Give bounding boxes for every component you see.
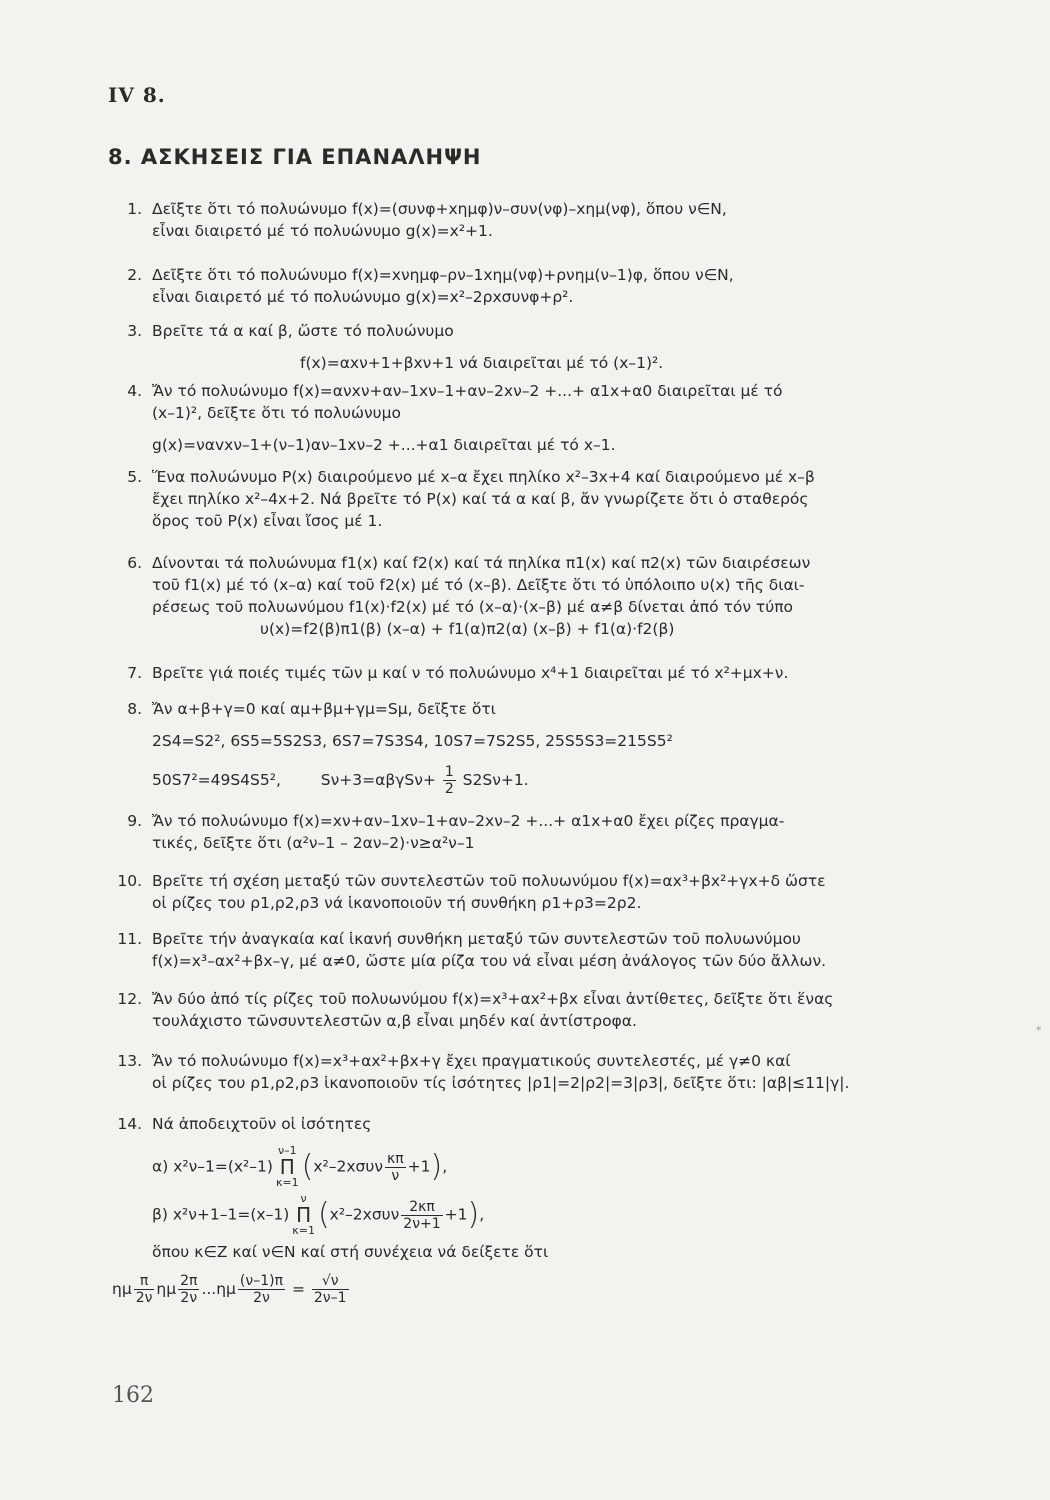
exercise-line: (x–1)², δεῖξτε ὅτι τό πολυώνυμο: [152, 404, 401, 422]
exercise-14: [110, 1113, 950, 1306]
exercise-line: 11. Βρεῖτε τήν ἀναγκαία καί ἱκανή συνθήκη μεταξύ τῶν συντελεστῶν τοῦ πολυωνύμου: [117, 930, 801, 948]
margin-mark: *: [1036, 1024, 1042, 1037]
exercise-2: [110, 264, 950, 308]
exercise-line: 2. Δεῖξτε ὅτι τό πολυώνυμο f(x)=xνημφ–ρν–1xημ(νφ)+ρνημ(ν–1)φ, ὅπου ν∈N,: [127, 266, 734, 284]
exercise-line: 14. Νά ἀποδειχτοῦν οἱ ἰσότητες: [117, 1115, 372, 1133]
exercise-12: [110, 988, 950, 1032]
fraction: $\frac{2\pi}{2\nu}$: [180, 1273, 198, 1306]
exercise-line: 5. Ἕνα πολυώνυμο P(x) διαιρούμενο μέ x–α ἔχει πηλίκο x²–3x+4 καί διαιρούμενο μέ x–β: [127, 468, 815, 486]
exercise-line: ρέσεως τοῦ πολυωνύμου f1(x)·f2(x) μέ τό (x–α)·(x–β) μέ α≠β δίνεται ἀπό τόν τύπο: [152, 598, 794, 616]
exercise-line: 12. Ἄν δύο ἀπό τίς ρίζες τοῦ πολυωνύμου f(x)=x³+αx²+βx εἶναι ἀντίθετες, δεῖξτε ὅτι ἕνας: [117, 990, 834, 1008]
identity-sin-product: ημ $\frac{\pi}{2\nu}$ ημ $\frac{2\pi}{2\nu}$ ...ημ $\frac{(\nu-1)\pi}{2\nu}$ = $\frac{√\nu}{2\nu-1}$: [112, 1273, 347, 1306]
product-symbol: ν–1 Π κ=1: [275, 1144, 299, 1189]
page-number: 162: [112, 1383, 154, 1408]
exercise-line: οἱ ρίζες του ρ1,ρ2,ρ3 ἱκανοποιοῦν τίς ἰσότητες |ρ1|=2|ρ2|=3|ρ3|, δεῖξτε ὅτι: |αβ|≤11|γ|.: [152, 1074, 850, 1092]
section-title: 8. ΑΣΚΗΣΕΙΣ ΓΙΑ ΕΠΑΝΑΛΗΨΗ: [108, 145, 482, 169]
exercise-formula: υ(x)=f2(β)π1(β) (x–α) + f1(α)π2(α) (x–β) + f1(α)·f2(β): [260, 620, 675, 638]
exercise-line: 6. Δίνονται τά πολυώνυμα f1(x) καί f2(x) καί τά πηλίκα π1(x) καί π2(x) τῶν διαιρέσεων: [127, 554, 811, 572]
exercise-13: [110, 1050, 950, 1094]
exercise-8: [110, 698, 950, 797]
exercise-line: ὅρος τοῦ P(x) εἶναι ἴσος μέ 1.: [152, 512, 383, 530]
exercise-line: εἶναι διαιρετό μέ τό πολυώνυμο g(x)=x²–2ρxσυνφ+ρ².: [152, 288, 574, 306]
exercise-3: [110, 320, 950, 374]
exercise-line: 3. Βρεῖτε τά α καί β, ὥστε τό πολυώνυμο: [127, 322, 454, 340]
exercise-line: 8. Ἄν α+β+γ=0 καί αμ+βμ+γμ=Sμ, δεῖξτε ὅτι: [127, 700, 496, 718]
exercise-9: [110, 810, 950, 854]
exercise-line: τικές, δεῖξτε ὅτι (α²ν–1 – 2αν–2)·ν≥α²ν–1: [152, 834, 475, 852]
exercise-line: 4. Ἄν τό πολυώνυμο f(x)=ανxν+αν–1xν–1+αν–2xν–2 +...+ α1x+α0 διαιρεῖται μέ τό: [127, 382, 783, 400]
fraction: $\frac{2\kappa\pi}{2\nu+1}$: [403, 1198, 441, 1232]
exercise-1: [110, 198, 950, 242]
exercise-formula: f(x)=αxν+1+βxν+1 νά διαιρεῖται μέ τό (x–1)².: [300, 354, 664, 372]
exercise-5: [110, 466, 950, 532]
identity-a: α) x²ν–1=(x²–1)ν–1 Π κ=1 (x²–2xσυν $\frac{\kappa\pi}{\nu}$ +1),: [152, 1144, 448, 1189]
identity-b: β) x²ν+1–1=(x–1)ν Π κ=1 (x²–2xσυν $\frac{2\kappa\pi}{2\nu+1}$ +1),: [152, 1192, 485, 1237]
exercise-line: f(x)=x³–αx²+βx–γ, μέ α≠0, ὥστε μία ρίζα του νά εἶναι μέση ἀνάλογος τῶν δύο ἄλλων.: [152, 952, 827, 970]
exercise-4: [110, 380, 950, 456]
fraction: $\frac{\kappa\pi}{\nu}$: [386, 1150, 404, 1184]
exercise-line: ὅπου κ∈Z καί ν∈N καί στή συνέχεια νά δείξετε ὅτι: [152, 1243, 549, 1261]
fraction: $\frac{1}{2}$: [444, 764, 454, 797]
exercise-6: [110, 552, 950, 640]
exercise-formula: g(x)=ναvxν–1+(ν–1)αν–1xν–2 +...+α1 διαιρεῖται μέ τό x–1.: [152, 436, 616, 454]
fraction: $\frac{√\nu}{2\nu-1}$: [313, 1273, 347, 1306]
fraction: $\frac{\pi}{2\nu}$: [135, 1273, 153, 1306]
exercise-line: 9. Ἄν τό πολυώνυμο f(x)=xν+αν–1xν–1+αν–2xν–2 +...+ α1x+α0 ἔχει ρίζες πραγμα-: [127, 812, 785, 830]
exercise-line: τοῦ f1(x) μέ τό (x–α) καί τοῦ f2(x) μέ τό (x–β). Δεῖξτε ὅτι τό ὑπόλοιπο υ(x) τῆς διαι-: [152, 576, 805, 594]
exercise-line: οἱ ρίζες του ρ1,ρ2,ρ3 νά ἱκανοποιοῦν τή συνθήκη ρ1+ρ3=2ρ2.: [152, 894, 642, 912]
exercise-11: [110, 928, 950, 972]
product-symbol: ν Π κ=1: [292, 1192, 315, 1237]
exercise-line: 1. Δεῖξτε ὅτι τό πολυώνυμο f(x)=(συνφ+xημφ)ν–συν(νφ)–xημ(νφ), ὅπου ν∈N,: [127, 200, 727, 218]
exercise-line: ἔχει πηλίκο x²–4x+2. Νά βρεῖτε τό P(x) καί τά α καί β, ἄν γνωρίζετε ὅτι ὁ σταθερός: [152, 490, 809, 508]
exercise-line: εἶναι διαιρετό μέ τό πολυώνυμο g(x)=x²+1.: [152, 222, 493, 240]
fraction: $\frac{(\nu-1)\pi}{2\nu}$: [239, 1273, 284, 1306]
exercise-formula: 2S4=S2², 6S5=5S2S3, 6S7=7S3S4, 10S7=7S2S5, 25S5S3=215S5²: [152, 732, 673, 750]
exercise-line: 10. Βρεῖτε τή σχέση μεταξύ τῶν συντελεστῶν τοῦ πολυωνύμου f(x)=αx³+βx²+γx+δ ὥστε: [117, 872, 826, 890]
exercise-formula: 50S7²=49S4S5², Sν+3=αβγSν+ $\frac{1}{2}$ S2Sν+1.: [152, 764, 529, 797]
exercise-line: 7. Βρεῖτε γιά ποιές τιμές τῶν μ καί ν τό πολυώνυμο x⁴+1 διαιρεῖται μέ τό x²+μx+ν.: [127, 664, 789, 682]
exercise-7: [110, 662, 950, 684]
exercise-line: τουλάχιστο τῶνσυντελεστῶν α,β εἶναι μηδέν καί ἀντίστροφα.: [152, 1012, 637, 1030]
exercise-10: [110, 870, 950, 914]
exercise-line: 13. Ἄν τό πολυώνυμο f(x)=x³+αx²+βx+γ ἔχει πραγματικούς συντελεστές, μέ γ≠0 καί: [117, 1052, 791, 1070]
chapter-header: IV 8.: [108, 83, 166, 107]
